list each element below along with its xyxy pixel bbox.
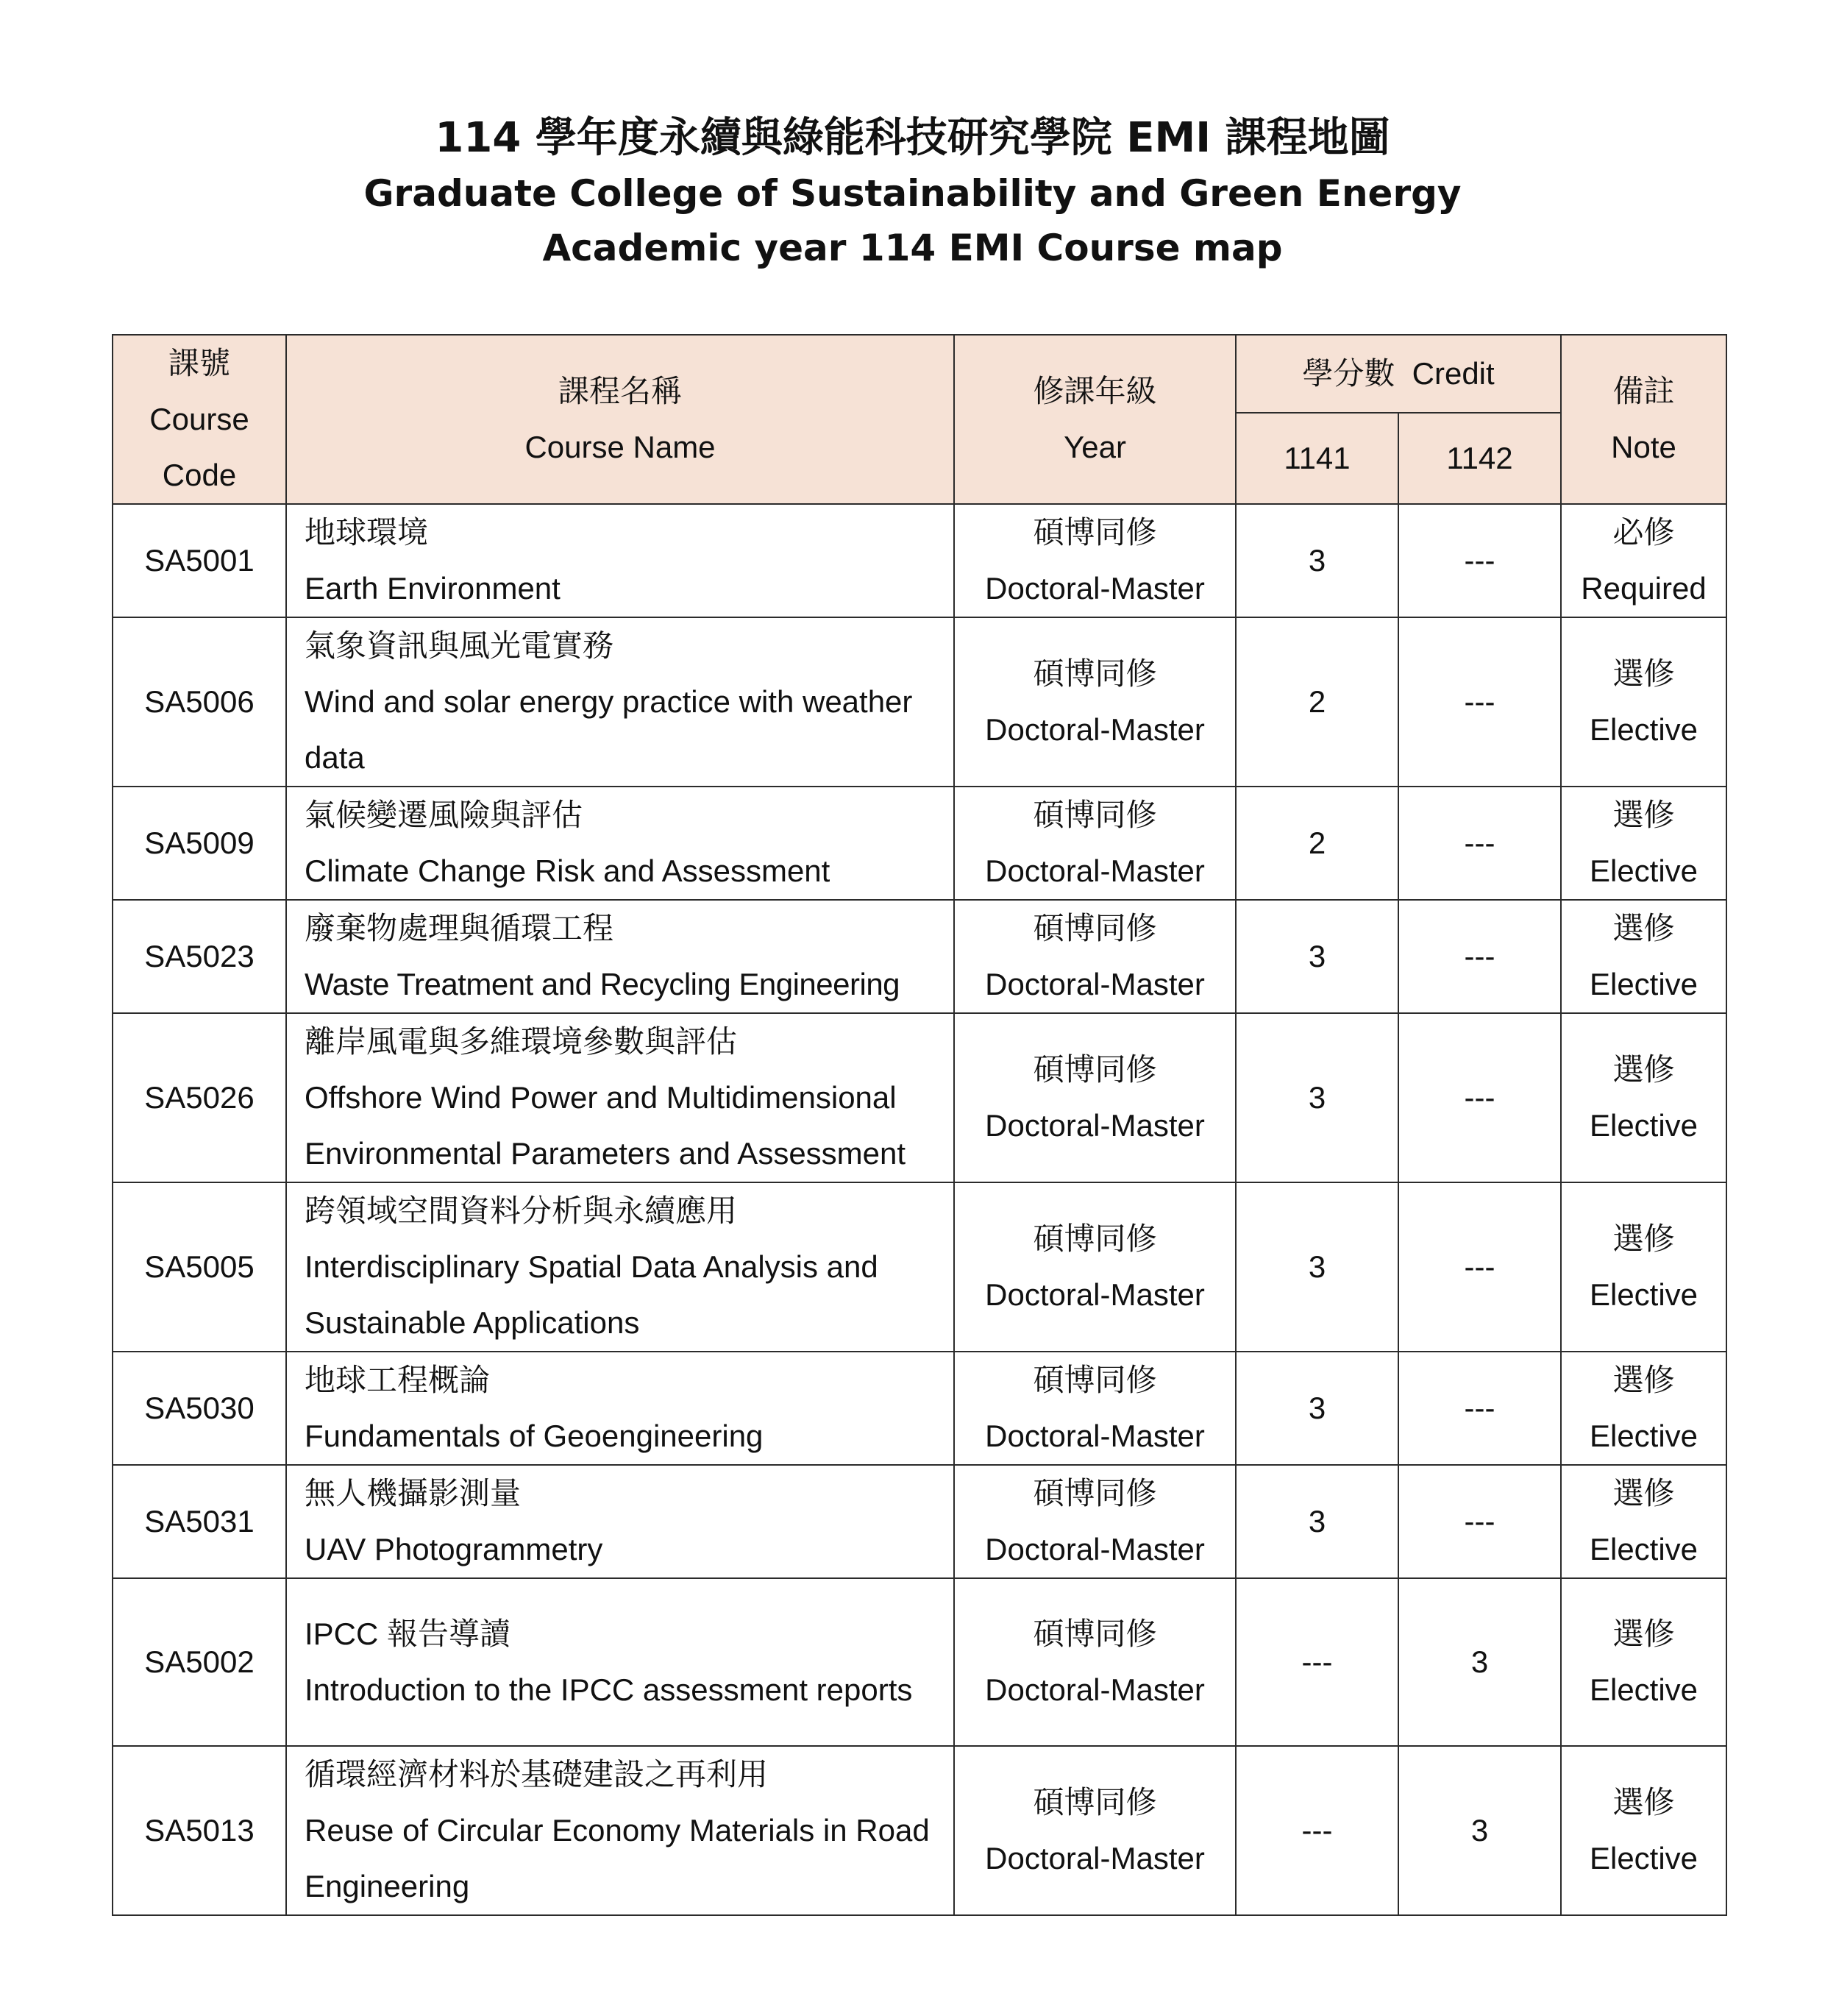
course-year-zh: 碩博同修 xyxy=(1033,798,1157,832)
course-note xyxy=(1561,617,1726,787)
header-course-name xyxy=(286,335,954,504)
header-code-zh: 課號 xyxy=(168,346,230,380)
table-row xyxy=(113,1746,1726,1915)
course-year-zh: 碩博同修 xyxy=(1033,1616,1157,1651)
table-row xyxy=(113,1013,1726,1182)
course-name-zh: 跨領域空間資料分析與永續應用 xyxy=(305,1193,738,1228)
course-year-en: Doctoral-Master xyxy=(985,853,1205,888)
course-year-en: Doctoral-Master xyxy=(985,1841,1205,1875)
course-year xyxy=(954,900,1236,1013)
course-year-en: Doctoral-Master xyxy=(985,1532,1205,1566)
credit-1142: --- xyxy=(1398,1352,1561,1465)
course-year-en: Doctoral-Master xyxy=(985,1419,1205,1453)
header-name-en: Course Name xyxy=(524,430,716,464)
header-credit-label: 學分數 Credit xyxy=(1302,356,1495,391)
course-name-zh: 地球環境 xyxy=(305,515,429,550)
course-note-zh: 選修 xyxy=(1612,1052,1675,1087)
title-college-english: Graduate College of Sustainability and Green Energy xyxy=(363,172,1462,215)
course-year xyxy=(954,1465,1236,1578)
course-name-zh: IPCC 報告導讀 xyxy=(305,1616,511,1651)
course-note-zh: 選修 xyxy=(1612,1476,1675,1511)
course-name-en: Introduction to the IPCC assessment reports xyxy=(305,1672,913,1707)
course-note-zh: 選修 xyxy=(1612,1363,1675,1397)
course-note-zh: 選修 xyxy=(1612,1785,1675,1820)
course-code: SA5013 xyxy=(113,1746,286,1915)
credit-1141: --- xyxy=(1236,1578,1398,1746)
credit-1142: --- xyxy=(1398,504,1561,617)
course-code: SA5030 xyxy=(113,1352,286,1465)
course-year xyxy=(954,1578,1236,1746)
course-code: SA5002 xyxy=(113,1578,286,1746)
table-row xyxy=(113,900,1726,1013)
course-code: SA5026 xyxy=(113,1013,286,1182)
course-name-zh: 氣象資訊與風光電實務 xyxy=(305,628,614,663)
course-name-zh: 廢棄物處理與循環工程 xyxy=(305,911,614,945)
course-name-zh: 地球工程概論 xyxy=(305,1363,491,1397)
course-name xyxy=(286,1746,954,1915)
table-header xyxy=(113,335,1726,504)
course-note-en: Elective xyxy=(1589,1277,1698,1312)
course-note xyxy=(1561,1182,1726,1352)
credit-1141: 3 xyxy=(1236,1013,1398,1182)
course-note xyxy=(1561,1746,1726,1915)
course-note xyxy=(1561,787,1726,900)
course-map-table xyxy=(112,334,1727,1916)
course-name xyxy=(286,900,954,1013)
course-name xyxy=(286,504,954,617)
course-year-en: Doctoral-Master xyxy=(985,967,1205,1001)
course-name-en: Waste Treatment and Recycling Engineering xyxy=(305,967,900,1001)
table-row xyxy=(113,1465,1726,1578)
table-row xyxy=(113,617,1726,787)
course-year-en: Doctoral-Master xyxy=(985,1277,1205,1312)
course-note-zh: 選修 xyxy=(1612,798,1675,832)
course-note-en: Elective xyxy=(1589,967,1698,1001)
course-note xyxy=(1561,1465,1726,1578)
course-note xyxy=(1561,504,1726,617)
course-name xyxy=(286,787,954,900)
course-code: SA5006 xyxy=(113,617,286,787)
course-note-en: Elective xyxy=(1589,1672,1698,1707)
course-note-en: Elective xyxy=(1589,853,1698,888)
credit-1142: 3 xyxy=(1398,1578,1561,1746)
course-note-en: Elective xyxy=(1589,712,1698,747)
course-note xyxy=(1561,900,1726,1013)
course-year-zh: 碩博同修 xyxy=(1033,1476,1157,1511)
credit-1142: --- xyxy=(1398,617,1561,787)
course-note-en: Required xyxy=(1581,571,1707,606)
course-note-en: Elective xyxy=(1589,1841,1698,1875)
title-course-map-english: Academic year 114 EMI Course map xyxy=(542,227,1283,269)
course-name-zh: 離岸風電與多維環境參數與評估 xyxy=(305,1024,738,1059)
credit-1142: --- xyxy=(1398,1013,1561,1182)
course-code: SA5009 xyxy=(113,787,286,900)
course-code: SA5005 xyxy=(113,1182,286,1352)
credit-1141: 2 xyxy=(1236,787,1398,900)
course-name xyxy=(286,617,954,787)
header-note-en: Note xyxy=(1611,430,1676,464)
course-year-zh: 碩博同修 xyxy=(1033,515,1157,550)
credit-1141: 3 xyxy=(1236,1352,1398,1465)
header-year-en: Year xyxy=(1064,430,1126,464)
course-note-zh: 必修 xyxy=(1612,515,1675,550)
course-name xyxy=(286,1465,954,1578)
course-name-en: Offshore Wind Power and Multidimensional Environmental Parameters and Assessment xyxy=(305,1080,906,1171)
table-row xyxy=(113,504,1726,617)
course-note xyxy=(1561,1578,1726,1746)
course-name-zh: 無人機攝影測量 xyxy=(305,1476,522,1511)
credit-1141: 3 xyxy=(1236,900,1398,1013)
course-code: SA5001 xyxy=(113,504,286,617)
course-name-en: Climate Change Risk and Assessment xyxy=(305,853,830,888)
course-name-en: UAV Photogrammetry xyxy=(305,1532,603,1566)
course-note-zh: 選修 xyxy=(1612,1221,1675,1256)
header-note-zh: 備註 xyxy=(1612,374,1675,408)
course-name-en: Wind and solar energy practice with weather data xyxy=(305,684,913,775)
credit-1141: 2 xyxy=(1236,617,1398,787)
course-year xyxy=(954,504,1236,617)
header-term-1142: 1142 xyxy=(1398,413,1561,504)
course-name-zh: 循環經濟材料於基礎建設之再利用 xyxy=(305,1757,769,1792)
course-name xyxy=(286,1352,954,1465)
table-row xyxy=(113,787,1726,900)
course-year xyxy=(954,787,1236,900)
course-name xyxy=(286,1013,954,1182)
credit-1141: 3 xyxy=(1236,1182,1398,1352)
course-name-en: Interdisciplinary Spatial Data Analysis and Sustainable Applications xyxy=(305,1249,878,1340)
course-year-zh: 碩博同修 xyxy=(1033,911,1157,945)
header-year xyxy=(954,335,1236,504)
credit-1142: --- xyxy=(1398,1465,1561,1578)
credit-1142: --- xyxy=(1398,1182,1561,1352)
course-note-zh: 選修 xyxy=(1612,1616,1675,1651)
course-note-zh: 選修 xyxy=(1612,656,1675,691)
course-name-en: Earth Environment xyxy=(305,571,561,606)
course-year-zh: 碩博同修 xyxy=(1033,1221,1157,1256)
document-title xyxy=(0,110,1825,275)
credit-1141: 3 xyxy=(1236,504,1398,617)
course-name xyxy=(286,1182,954,1352)
course-code: SA5023 xyxy=(113,900,286,1013)
course-name-zh: 氣候變遷風險與評估 xyxy=(305,798,583,832)
course-year-zh: 碩博同修 xyxy=(1033,1785,1157,1820)
course-year xyxy=(954,1746,1236,1915)
header-term-1141: 1141 xyxy=(1236,413,1398,504)
credit-1142: 3 xyxy=(1398,1746,1561,1915)
header-year-zh: 修課年級 xyxy=(1033,374,1157,408)
course-note-en: Elective xyxy=(1589,1108,1698,1143)
table-body xyxy=(113,504,1726,1915)
course-note-en: Elective xyxy=(1589,1419,1698,1453)
course-year-zh: 碩博同修 xyxy=(1033,1363,1157,1397)
title-chinese: 114 學年度永續與綠能科技研究學院 EMI 課程地圖 xyxy=(435,114,1390,162)
course-code: SA5031 xyxy=(113,1465,286,1578)
course-name-en: Fundamentals of Geoengineering xyxy=(305,1419,764,1453)
course-year xyxy=(954,1182,1236,1352)
course-year-en: Doctoral-Master xyxy=(985,712,1205,747)
course-year-en: Doctoral-Master xyxy=(985,1672,1205,1707)
course-year xyxy=(954,617,1236,787)
course-year xyxy=(954,1352,1236,1465)
header-code-en-2: Code xyxy=(162,458,237,492)
course-note-zh: 選修 xyxy=(1612,911,1675,945)
table-row xyxy=(113,1182,1726,1352)
header-note xyxy=(1561,335,1726,504)
course-year xyxy=(954,1013,1236,1182)
course-note-en: Elective xyxy=(1589,1532,1698,1566)
table-row xyxy=(113,1578,1726,1746)
course-note xyxy=(1561,1352,1726,1465)
credit-1142: --- xyxy=(1398,900,1561,1013)
course-year-zh: 碩博同修 xyxy=(1033,1052,1157,1087)
course-year-en: Doctoral-Master xyxy=(985,1108,1205,1143)
header-credit xyxy=(1236,335,1561,413)
course-year-zh: 碩博同修 xyxy=(1033,656,1157,691)
header-code-en-1: Course xyxy=(149,402,249,436)
table-row xyxy=(113,1352,1726,1465)
course-year-en: Doctoral-Master xyxy=(985,571,1205,606)
credit-1141: --- xyxy=(1236,1746,1398,1915)
header-name-zh: 課程名稱 xyxy=(558,374,682,408)
course-name-en: Reuse of Circular Economy Materials in Road Engineering xyxy=(305,1813,930,1903)
course-name xyxy=(286,1578,954,1746)
course-note xyxy=(1561,1013,1726,1182)
credit-1141: 3 xyxy=(1236,1465,1398,1578)
credit-1142: --- xyxy=(1398,787,1561,900)
header-course-code xyxy=(113,335,286,504)
